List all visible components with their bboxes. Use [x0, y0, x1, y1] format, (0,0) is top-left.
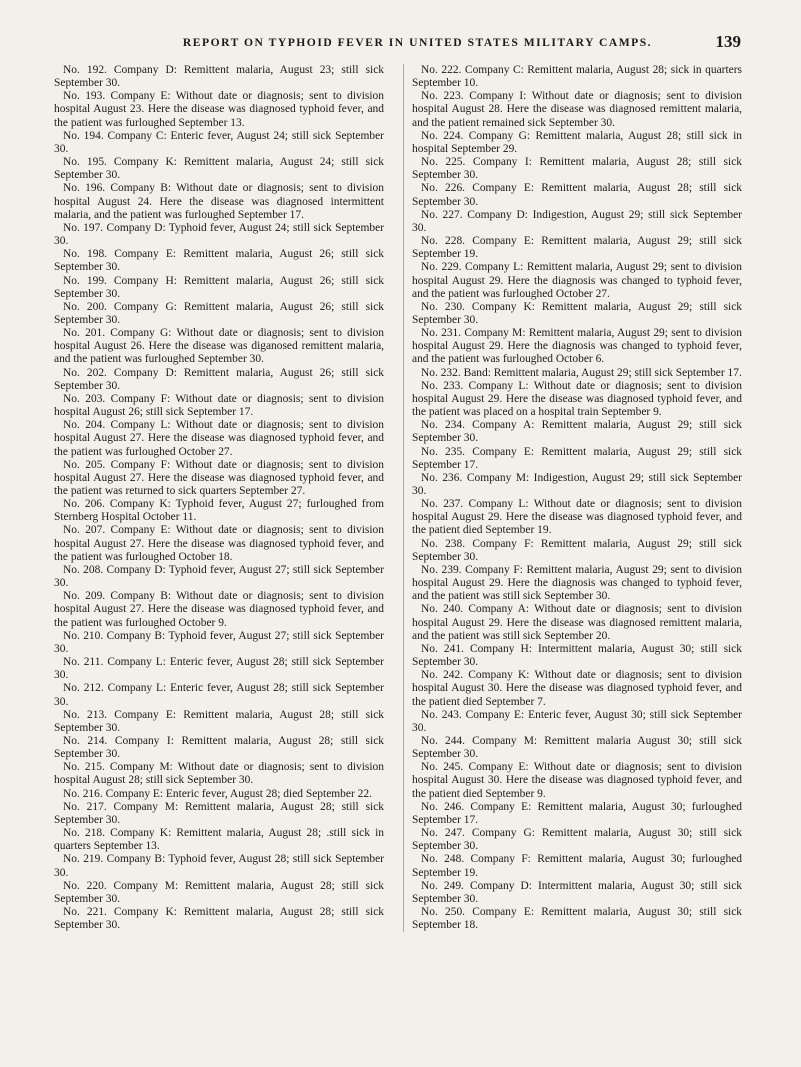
case-entry: No. 246. Company E: Remittent malaria, August 30; furloughed September 17.: [412, 800, 742, 826]
case-entry: No. 206. Company K: Typhoid fever, August 27; furloughed from Sternberg Hospital October 11.: [54, 498, 384, 524]
page-header: [54, 32, 741, 52]
case-entry: No. 248. Company F: Remittent malaria, August 30; furloughed September 19.: [412, 853, 742, 879]
case-entry: No. 245. Company E: Without date or diagnosis; sent to division hospital August 30. Here the disease was diagnosed typhoid fever, and the patient died September 9.: [412, 761, 742, 800]
case-entry: No. 195. Company K: Remittent malaria, August 24; still sick September 30.: [54, 156, 384, 182]
case-entry: No. 193. Company E: Without date or diagnosis; sent to division hospital August 23. Here the disease was diagnosed typhoid fever, and the patient was furloughed September 13.: [54, 90, 384, 129]
case-entry: No. 202. Company D: Remittent malaria, August 26; still sick September 30.: [54, 366, 384, 392]
case-entry: No. 239. Company F: Remittent malaria, August 29; sent to division hospital August 29. Here the diagnosis was changed to typhoid fever, and the patient was still sick September 30.: [412, 563, 742, 603]
case-entry: No. 229. Company L: Remittent malaria, August 29; sent to division hospital August 29. Here the diagnosis was changed to typhoid fever, and the patient was furloughed October 27.: [412, 261, 742, 300]
case-entry: No. 211. Company L: Enteric fever, August 28; still sick September 30.: [54, 656, 384, 682]
case-entry: No. 212. Company L: Enteric fever, August 28; still sick September 30.: [54, 682, 384, 708]
case-entry: No. 215. Company M: Without date or diagnosis; sent to division hospital August 28; still sick September 30.: [54, 761, 384, 787]
case-entry: No. 221. Company K: Remittent malaria, August 28; still sick September 30.: [54, 906, 384, 932]
case-entry: No. 250. Company E: Remittent malaria, August 30; still sick September 18.: [412, 906, 742, 932]
case-entry: No. 196. Company B: Without date or diagnosis; sent to division hospital August 24. Here the disease was diagnosed intermittent malaria, and the patient was furloughed September 17.: [54, 182, 384, 221]
case-entry: No. 249. Company D: Intermittent malaria, August 30; still sick September 30.: [412, 879, 742, 905]
case-entry: No. 234. Company A: Remittent malaria, August 29; still sick September 30.: [412, 419, 742, 445]
case-entry: No. 210. Company B: Typhoid fever, August 27; still sick September 30.: [54, 629, 384, 655]
right-column: [403, 64, 742, 932]
case-entry: No. 198. Company E: Remittent malaria, August 26; still sick September 30.: [54, 248, 384, 274]
case-entry: No. 240. Company A: Without date or diagnosis; sent to division hospital August 29. Here the disease was diagnosed remittent malaria, and the patient was still sick September 20.: [412, 603, 742, 642]
case-entry: No. 201. Company G: Without date or diagnosis; sent to division hospital August 26. Here the disease was diganosed remittent malaria, and the patient was furloughed September 30.: [54, 327, 384, 366]
case-entry: No. 207. Company E: Without date or diagnosis; sent to division hospital August 27. Here the disease was diagnosed typhoid fever, and the patient was furloughed October 18.: [54, 524, 384, 563]
case-entry: No. 204. Company L: Without date or diagnosis; sent to division hospital August 27. Here the disease was diagnosed typhoid fever, and the patient was furloughed October 27.: [54, 419, 384, 458]
case-entry: No. 231. Company M: Remittent malaria, August 29; sent to division hospital August 29. Here the diagnosis was changed to typhoid fever, and the patient was furloughed October 6.: [412, 327, 742, 366]
case-entry: No. 218. Company K: Remittent malaria, August 28; .still sick in quarters September 13.: [54, 827, 384, 853]
case-entry: No. 233. Company L: Without date or diagnosis; sent to division hospital August 29. Here the disease was diagnosed typhoid fever, and the patient was placed on a hospital train September 9.: [412, 379, 742, 419]
case-entry: No. 220. Company M: Remittent malaria, August 28; still sick September 30.: [54, 879, 384, 905]
case-entry: No. 235. Company E: Remittent malaria, August 29; still sick September 17.: [412, 445, 742, 471]
case-entry: No. 203. Company F: Without date or diagnosis; sent to division hospital August 26; still sick September 17.: [54, 392, 384, 419]
case-entry: No. 213. Company E: Remittent malaria, August 28; still sick September 30.: [54, 708, 384, 734]
case-entry: No. 192. Company D: Remittent malaria, August 23; still sick September 30.: [54, 64, 384, 90]
case-entry: No. 205. Company F: Without date or diagnosis; sent to division hospital August 27. Here the disease was diagnosed typhoid fever, and the patient was returned to sick quarters September 27.: [54, 458, 384, 497]
case-entry: No. 224. Company G: Remittent malaria, August 28; still sick in hospital September 29.: [412, 129, 742, 155]
case-entry: No. 230. Company K: Remittent malaria, August 29; still sick September 30.: [412, 300, 742, 326]
case-entry: No. 217. Company M: Remittent malaria, August 28; still sick September 30.: [54, 800, 384, 826]
left-column: [54, 64, 384, 932]
running-title: REPORT ON TYPHOID FEVER IN UNITED STATES MILITARY CAMPS.: [182, 36, 653, 49]
case-entry: No. 238. Company F: Remittent malaria, August 29; still sick September 30.: [412, 537, 742, 563]
case-entry: No. 237. Company L: Without date or diagnosis; sent to division hospital August 29. Here the disease was diagnosed typhoid fever, and the patient died September 19.: [412, 498, 742, 537]
text-columns: [54, 64, 742, 932]
case-entry: No. 219. Company B: Typhoid fever, August 28; still sick September 30.: [54, 853, 384, 879]
case-entry: No. 225. Company I: Remittent malaria, August 28; still sick September 30.: [412, 156, 742, 182]
case-entry: No. 227. Company D: Indigestion, August 29; still sick September 30.: [412, 208, 742, 234]
case-entry: No. 241. Company H: Intermittent malaria, August 30; still sick September 30.: [412, 642, 742, 669]
case-entry: No. 208. Company D: Typhoid fever, August 27; still sick September 30.: [54, 563, 384, 590]
case-entry: No. 244. Company M: Remittent malaria August 30; still sick September 30.: [412, 734, 742, 761]
case-entry: No. 228. Company E: Remittent malaria, August 29; still sick September 19.: [412, 235, 742, 261]
case-entry: No. 243. Company E: Enteric fever, August 30; still sick September 30.: [412, 708, 742, 734]
case-entry: No. 209. Company B: Without date or diagnosis; sent to division hospital August 27. Here the disease was diagnosed typhoid fever, and the patient was furloughed October 9.: [54, 590, 384, 629]
case-entry: No. 236. Company M: Indigestion, August 29; still sick September 30.: [412, 471, 742, 497]
case-entry: No. 226. Company E: Remittent malaria, August 28; still sick September 30.: [412, 182, 742, 208]
case-entry: No. 200. Company G: Remittent malaria, August 26; still sick September 30.: [54, 300, 384, 326]
case-entry: No. 214. Company I: Remittent malaria, August 28; still sick September 30.: [54, 734, 384, 761]
case-entry: No. 242. Company K: Without date or diagnosis; sent to division hospital August 30. Here the disease was diagnosed typhoid fever, and the patient died September 7.: [412, 669, 742, 708]
case-entry: No. 247. Company G: Remittent malaria, August 30; still sick September 30.: [412, 827, 742, 853]
case-entry: No. 232. Band: Remittent malaria, August 29; still sick September 17.: [421, 366, 742, 379]
case-entry: No. 199. Company H: Remittent malaria, August 26; still sick September 30.: [54, 274, 384, 300]
case-entry: No. 222. Company C: Remittent malaria, August 28; sick in quarters September 10.: [412, 64, 742, 90]
case-entry: No. 216. Company E: Enteric fever, August 28; died September 22.: [63, 787, 372, 800]
page-number: 139: [715, 32, 741, 51]
case-entry: No. 223. Company I: Without date or diagnosis; sent to division hospital August 28. Here the disease was diagnosed remittent malaria, and the patient remained sick September 30.: [412, 90, 742, 129]
case-entry: No. 197. Company D: Typhoid fever, August 24; still sick September 30.: [54, 221, 384, 248]
case-entry: No. 194. Company C: Enteric fever, August 24; still sick September 30.: [54, 129, 384, 155]
